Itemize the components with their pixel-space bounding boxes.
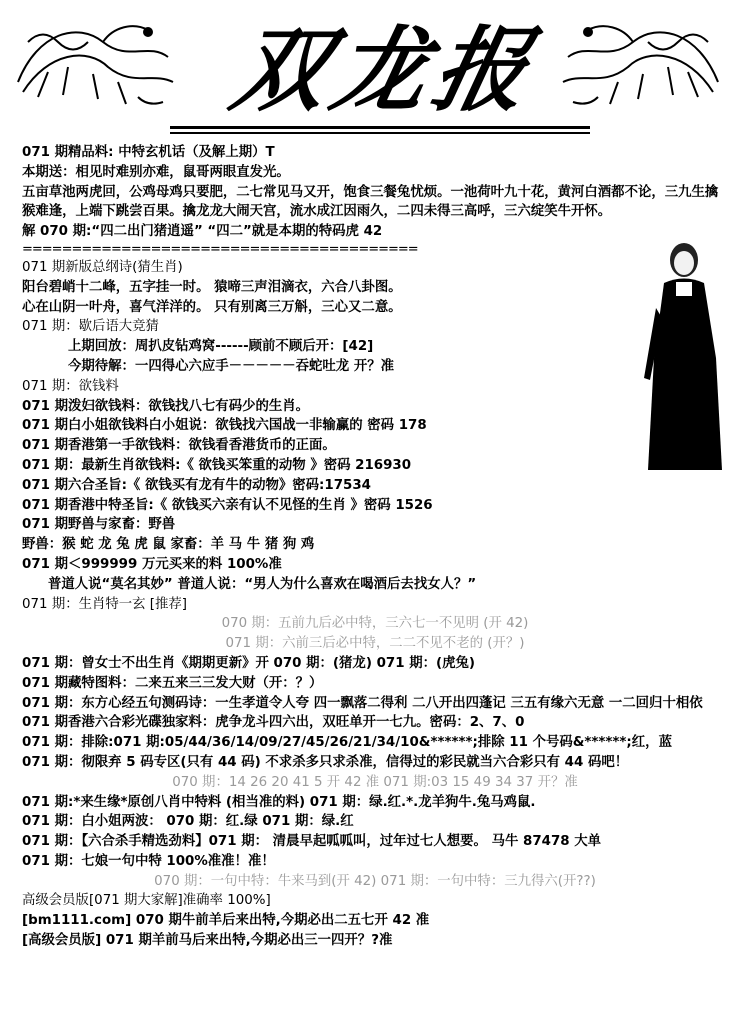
dragon-left-icon: [8, 12, 178, 127]
masthead-rule-top: [170, 126, 590, 129]
text-line: [bm1111.com] 070 期牛前羊后来出特,今期必出二五七开 42 准: [22, 913, 430, 929]
text-line: 071 期新版总纲诗(猜生肖): [22, 259, 183, 275]
text-line: 071 期泼妇欲钱料：欲钱找八七有码少的生肖。: [22, 398, 310, 414]
text-line: 上期回放：周扒皮钻鸡窝------顾前不顾后开：[42]: [68, 339, 374, 355]
text-line: 五亩草池两虎回，公鸡母鸡只要肥，二七常见马又开，饱食三餐兔忧烦。一池荷叶九十花，黄河白酒都不论，三九生擒猴难逢，上端下跳尝百果。擒龙龙大闹天宫，流水成江因雨久，二四未得三高呼，三六绽笑牛开怀。: [22, 184, 719, 220]
text-line: 阳台碧峭十二峰，五字挂一时。 猿啼三声泪滴衣，六合八卦图。: [22, 279, 402, 295]
text-line: 今期待解：一四得心六应手－－－－－吞蛇吐龙 开？准: [68, 358, 395, 374]
text-line: 心在山阴一叶舟，喜气洋洋的。 只有别离三万斛，三心又二意。: [22, 299, 402, 315]
article-body: [22, 143, 728, 951]
text-line: 071 期:*来生缘*原创八肖中特料 (相当准的料) 071 期：绿.红.*.龙羊狗牛.兔马鸡鼠.: [22, 794, 536, 810]
masthead: [0, 0, 736, 145]
text-line: 071 期：欲钱料: [22, 378, 119, 394]
text-line: 高级会员版[071 期大家解]准确率 100%]: [22, 893, 271, 909]
text-line: 071 期藏特图料：二来五来三三发大财（开：？）: [22, 675, 323, 691]
text-line: 071 期香港第一手欲钱料：欲钱看香港货币的正面。: [22, 438, 336, 454]
text-line: 071 期香港六合彩光碟独家料：虎争龙斗四六出，双旺单开一七九。密码：2、7、0: [22, 715, 525, 731]
text-line: 071 期：歇后语大竞猜: [22, 319, 159, 335]
text-line: 071 期：六前三后必中特，二二不见不老的 (开？): [225, 636, 525, 652]
text-line: 071 期：生肖特一玄 [推荐]: [22, 596, 188, 612]
text-line: 解 070 期:“四二出门猪逍遥” “四二”就是本期的特码虎 42: [22, 224, 383, 240]
text-line: 070 期：14 26 20 41 5 开 42 准 071 期:03 15 49 34 37 开？准: [172, 774, 578, 790]
separator: ========================================: [22, 241, 418, 257]
text-line: 071 期：七娘一句中特 100%准准！准！: [22, 853, 275, 869]
text-line: 071 期：排除:071 期:05/44/36/14/09/27/45/26/21/34/10&******;排除 11 个号码&******;红，蓝: [22, 735, 672, 751]
text-line: 070 期：一句中特：牛来马到(开 42) 071 期：一句中特：三九得六(开??): [154, 873, 596, 889]
text-line: 071 期：最新生肖欲钱料:《 欲钱买笨重的动物 》密码 216930: [22, 457, 412, 473]
text-line: 071 期：东方心经五句测码诗：一生孝道令人夸 四一飘落二得利 二八开出四蓬记 三五有缘六无意 一二回归十相依: [22, 695, 703, 711]
text-line: 071 期野兽与家畜：野兽: [22, 517, 176, 533]
text-line: 071 期精品料: 中特玄机话（及解上期）T: [22, 145, 275, 160]
text-line: 野兽：猴 蛇 龙 兔 虎 鼠 家畜：羊 马 牛 猪 狗 鸡: [22, 537, 315, 553]
text-line: 本期送：相见时难别亦难，鼠哥两眼直发光。: [22, 164, 290, 180]
text-line: 071 期香港中特圣旨:《 欲钱买六亲有认不见怪的生肖 》密码 1526: [22, 497, 433, 513]
text-line: 070 期：五前九后必中特，三六七一不见明 (开 42): [221, 616, 529, 632]
text-line: 071 期＜999999 万元买来的料 100%准: [22, 556, 282, 572]
text-line: 071 期六合圣旨:《 欲钱买有龙有牛的动物》密码:17534: [22, 477, 371, 493]
masthead-title: 双龙报: [223, 16, 547, 124]
text-line: 071 期：曾女士不出生肖《期期更新》开 070 期：(猪龙) 071 期：(虎兔): [22, 655, 476, 671]
text-line: 071 期：彻限弃 5 码专区(只有 44 码) 不求杀多只求杀准，信得过的彩民就当六合彩只有 44 码吧！: [22, 754, 629, 770]
text-line: 071 期：【六合杀手精选劲料】071 期： 清晨早起呱呱叫，过年过七人想要。 马牛 87478 大单: [22, 834, 602, 850]
text-line: [高级会员版] 071 期羊前马后来出特,今期必出三一四开？?准: [22, 933, 393, 949]
text-line: 普道人说“莫名其妙” 普道人说：“男人为什么喜欢在喝酒后去找女人？”: [48, 576, 477, 592]
text-line: 071 期白小姐欲钱料白小姐说：欲钱找六国战一非输赢的 密码 178: [22, 418, 427, 434]
text-line: 071 期：白小姐两波： 070 期：红.绿 071 期：绿.红: [22, 814, 354, 830]
masthead-rule-bottom: [170, 132, 590, 134]
